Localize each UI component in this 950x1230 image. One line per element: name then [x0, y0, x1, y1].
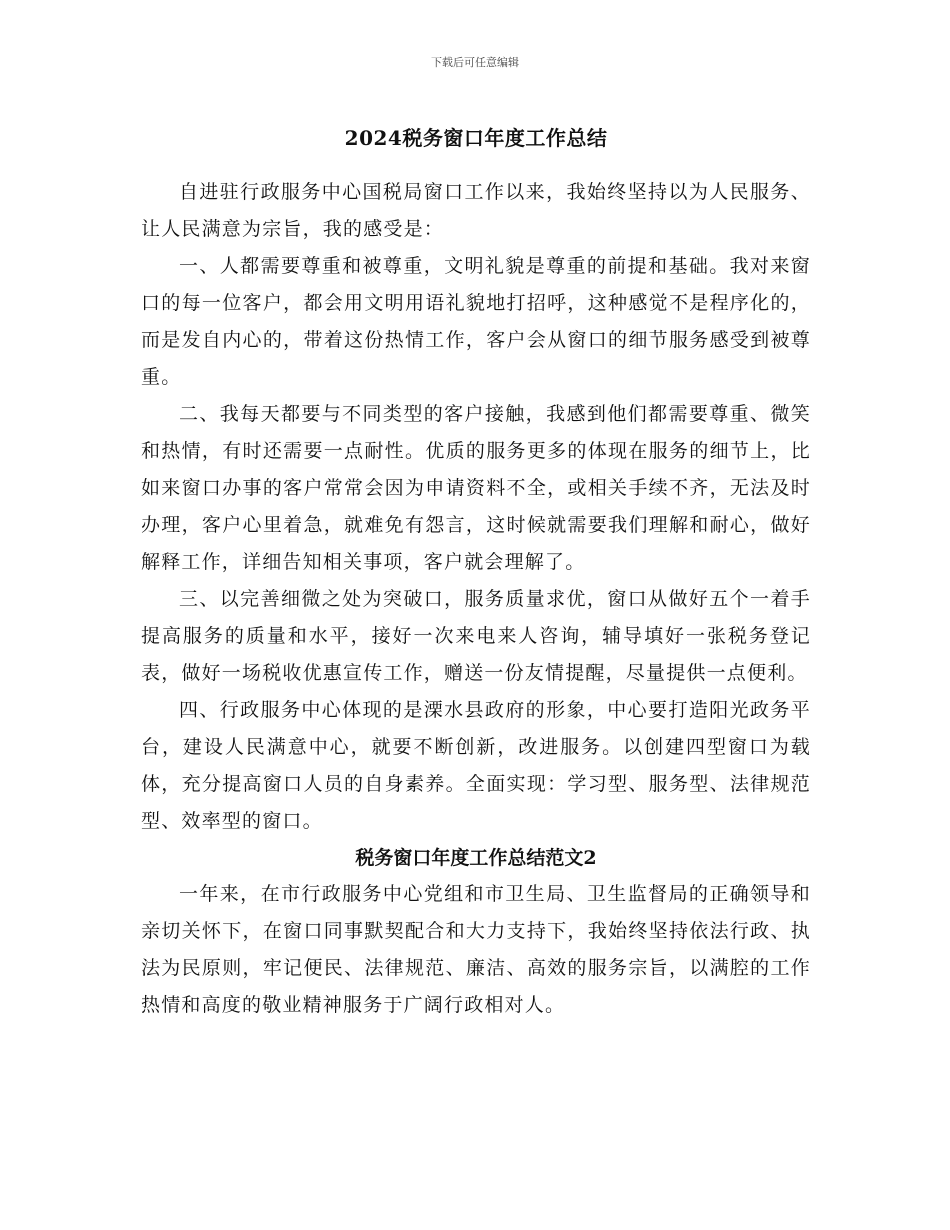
paragraph-point-3: 三、以完善细微之处为突破口，服务质量求优，窗口从做好五个一着手提高服务的质量和水平，接好一次来电来人咨询，辅导填好一张税务登记表，做好一场税收优惠宣传工作，赠送一份友情提醒，尽量提供一点便利。 [141, 588, 811, 684]
paragraph-point-2: 二、我每天都要与不同类型的客户接触，我感到他们都需要尊重、微笑和热情，有时还需要一点耐性。优质的服务更多的体现在服务的细节上，比如来窗口办事的客户常常会因为申请资料不全，或相关手续不齐，无法及时办理，客户心里着急，就难免有怨言，这时候就需要我们理解和耐心，做好解释工作，详细告知相关事项，客户就会理解了。 [141, 403, 811, 573]
paragraph-point-1: 一、人都需要尊重和被尊重，文明礼貌是尊重的前提和基础。我对来窗口的每一位客户，都会用文明用语礼貌地打招呼，这种感觉不是程序化的，而是发自内心的，带着这份热情工作，客户会从窗口的细节服务感受到被尊重。 [141, 255, 811, 388]
document-body [141, 120, 811, 1024]
section-2-title: 税务窗口年度工作总结范文2 [355, 847, 597, 869]
paragraph-point-4: 四、行政服务中心体现的是溧水县政府的形象，中心要打造阳光政务平台，建设人民满意中心，就要不断创新，改进服务。以创建四型窗口为载体，充分提高窗口人员的自身素养。全面实现：学习型、服务型、法律规范型、效率型的窗口。 [141, 699, 811, 832]
section-2-paragraph: 一年来，在市行政服务中心党组和市卫生局、卫生监督局的正确领导和亲切关怀下，在窗口同事默契配合和大力支持下，我始终坚持依法行政、执法为民原则，牢记便民、法律规范、廉洁、高效的服务宗旨，以满腔的工作热情和高度的敬业精神服务于广阔行政相对人。 [141, 883, 811, 1016]
page-header-note: 下载后可任意编辑 [431, 56, 519, 69]
paragraph-intro: 自进驻行政服务中心国税局窗口工作以来，我始终坚持以为人民服务、让人民满意为宗旨，我的感受是： [141, 181, 811, 240]
document-title: 2024税务窗口年度工作总结 [344, 126, 608, 150]
